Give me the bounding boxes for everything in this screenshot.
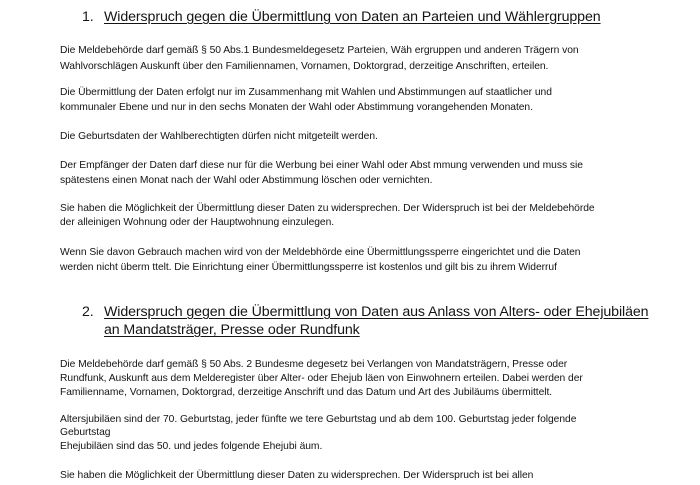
paragraph-line: werden nicht überm ttelt. Die Einrichtung einer Übermittlungssperre ist kostenlos und gilt bis zu ihrem Widerruf [60, 262, 557, 273]
paragraph-line: Die Meldebehörde darf gemäß § 50 Abs.1 Bundesmeldegesetz Parteien, Wäh ergruppen und anderen Trägern von [60, 45, 579, 56]
section-2-title-line-2: an Mandatsträger, Presse oder Rundfunk [104, 322, 360, 338]
section-2-number: 2. [82, 304, 94, 320]
section-1-title: Widerspruch gegen die Übermittlung von Daten an Parteien und Wählergruppen [104, 9, 601, 25]
paragraph-line: Wenn Sie davon Gebrauch machen wird von der Meldebhörde eine Übermittlungssperre eingerichtet und die Daten [60, 247, 581, 258]
paragraph-line: Wahlvorschlägen Auskunft über den Familiennamen, Vornamen, Doktorgrad, derzeitige Anschriften, erteilen. [60, 61, 549, 72]
paragraph-line: Die Geburtsdaten der Wahlberechtigten dürfen nicht mitgeteilt werden. [60, 131, 378, 142]
section-2-title-line-1: Widerspruch gegen die Übermittlung von Daten aus Anlass von Alters- oder Ehejubiläen [104, 304, 649, 320]
paragraph-line: Rundfunk, Auskunft aus dem Melderegister über Alter- oder Ehejub läen von Einwohnern erteilen. Dabei werden der [60, 373, 583, 384]
paragraph-line: Familienname, Vornamen, Doktorgrad, derzeitige Anschrift und das Datum und Art des Jubiläums übermittelt. [60, 387, 553, 398]
paragraph-line: Ehejubiläen sind das 50. und jedes folgende Ehejubi äum. [60, 441, 323, 452]
paragraph-line: Die Übermittlung der Daten erfolgt nur im Zusammenhang mit Wahlen und Abstimmungen auf staatlicher und [60, 87, 552, 98]
paragraph-line: Die Meldebehörde darf gemäß § 50 Abs. 2 Bundesme degesetz bei Verlangen von Mandatsträgern, Presse oder [60, 359, 568, 370]
paragraph-line: Sie haben die Möglichkeit der Übermittlung dieser Daten zu widersprechen. Der Widerspruch ist bei allen [60, 470, 534, 481]
paragraph-line: Sie haben die Möglichkeit der Übermittlung dieser Daten zu widersprechen. Der Widerspruch ist bei der Meldebehörde [60, 203, 595, 214]
paragraph-line: der alleinigen Wohnung oder der Hauptwohnung einzulegen. [60, 217, 335, 228]
paragraph-line: Altersjubiläen sind der 70. Geburtstag, jeder fünfte we tere Geburtstag und ab dem 100. Geburtstag jeder folgende [60, 414, 577, 425]
section-2-heading [82, 303, 649, 338]
paragraph-line: kommunaler Ebene und nur in den sechs Monaten der Wahl oder Abstimmung vorangehenden Monaten. [60, 102, 533, 113]
section-1-number: 1. [82, 9, 94, 25]
section-1-heading [82, 8, 601, 27]
paragraph-line: Der Empfänger der Daten darf diese nur für die Werbung bei einer Wahl oder Abst mmung verwenden und muss sie [60, 160, 583, 171]
paragraph-line: Geburtstag [60, 427, 111, 438]
paragraph-line: spätestens einen Monat nach der Wahl oder Abstimmung löschen oder vernichten. [60, 175, 433, 186]
